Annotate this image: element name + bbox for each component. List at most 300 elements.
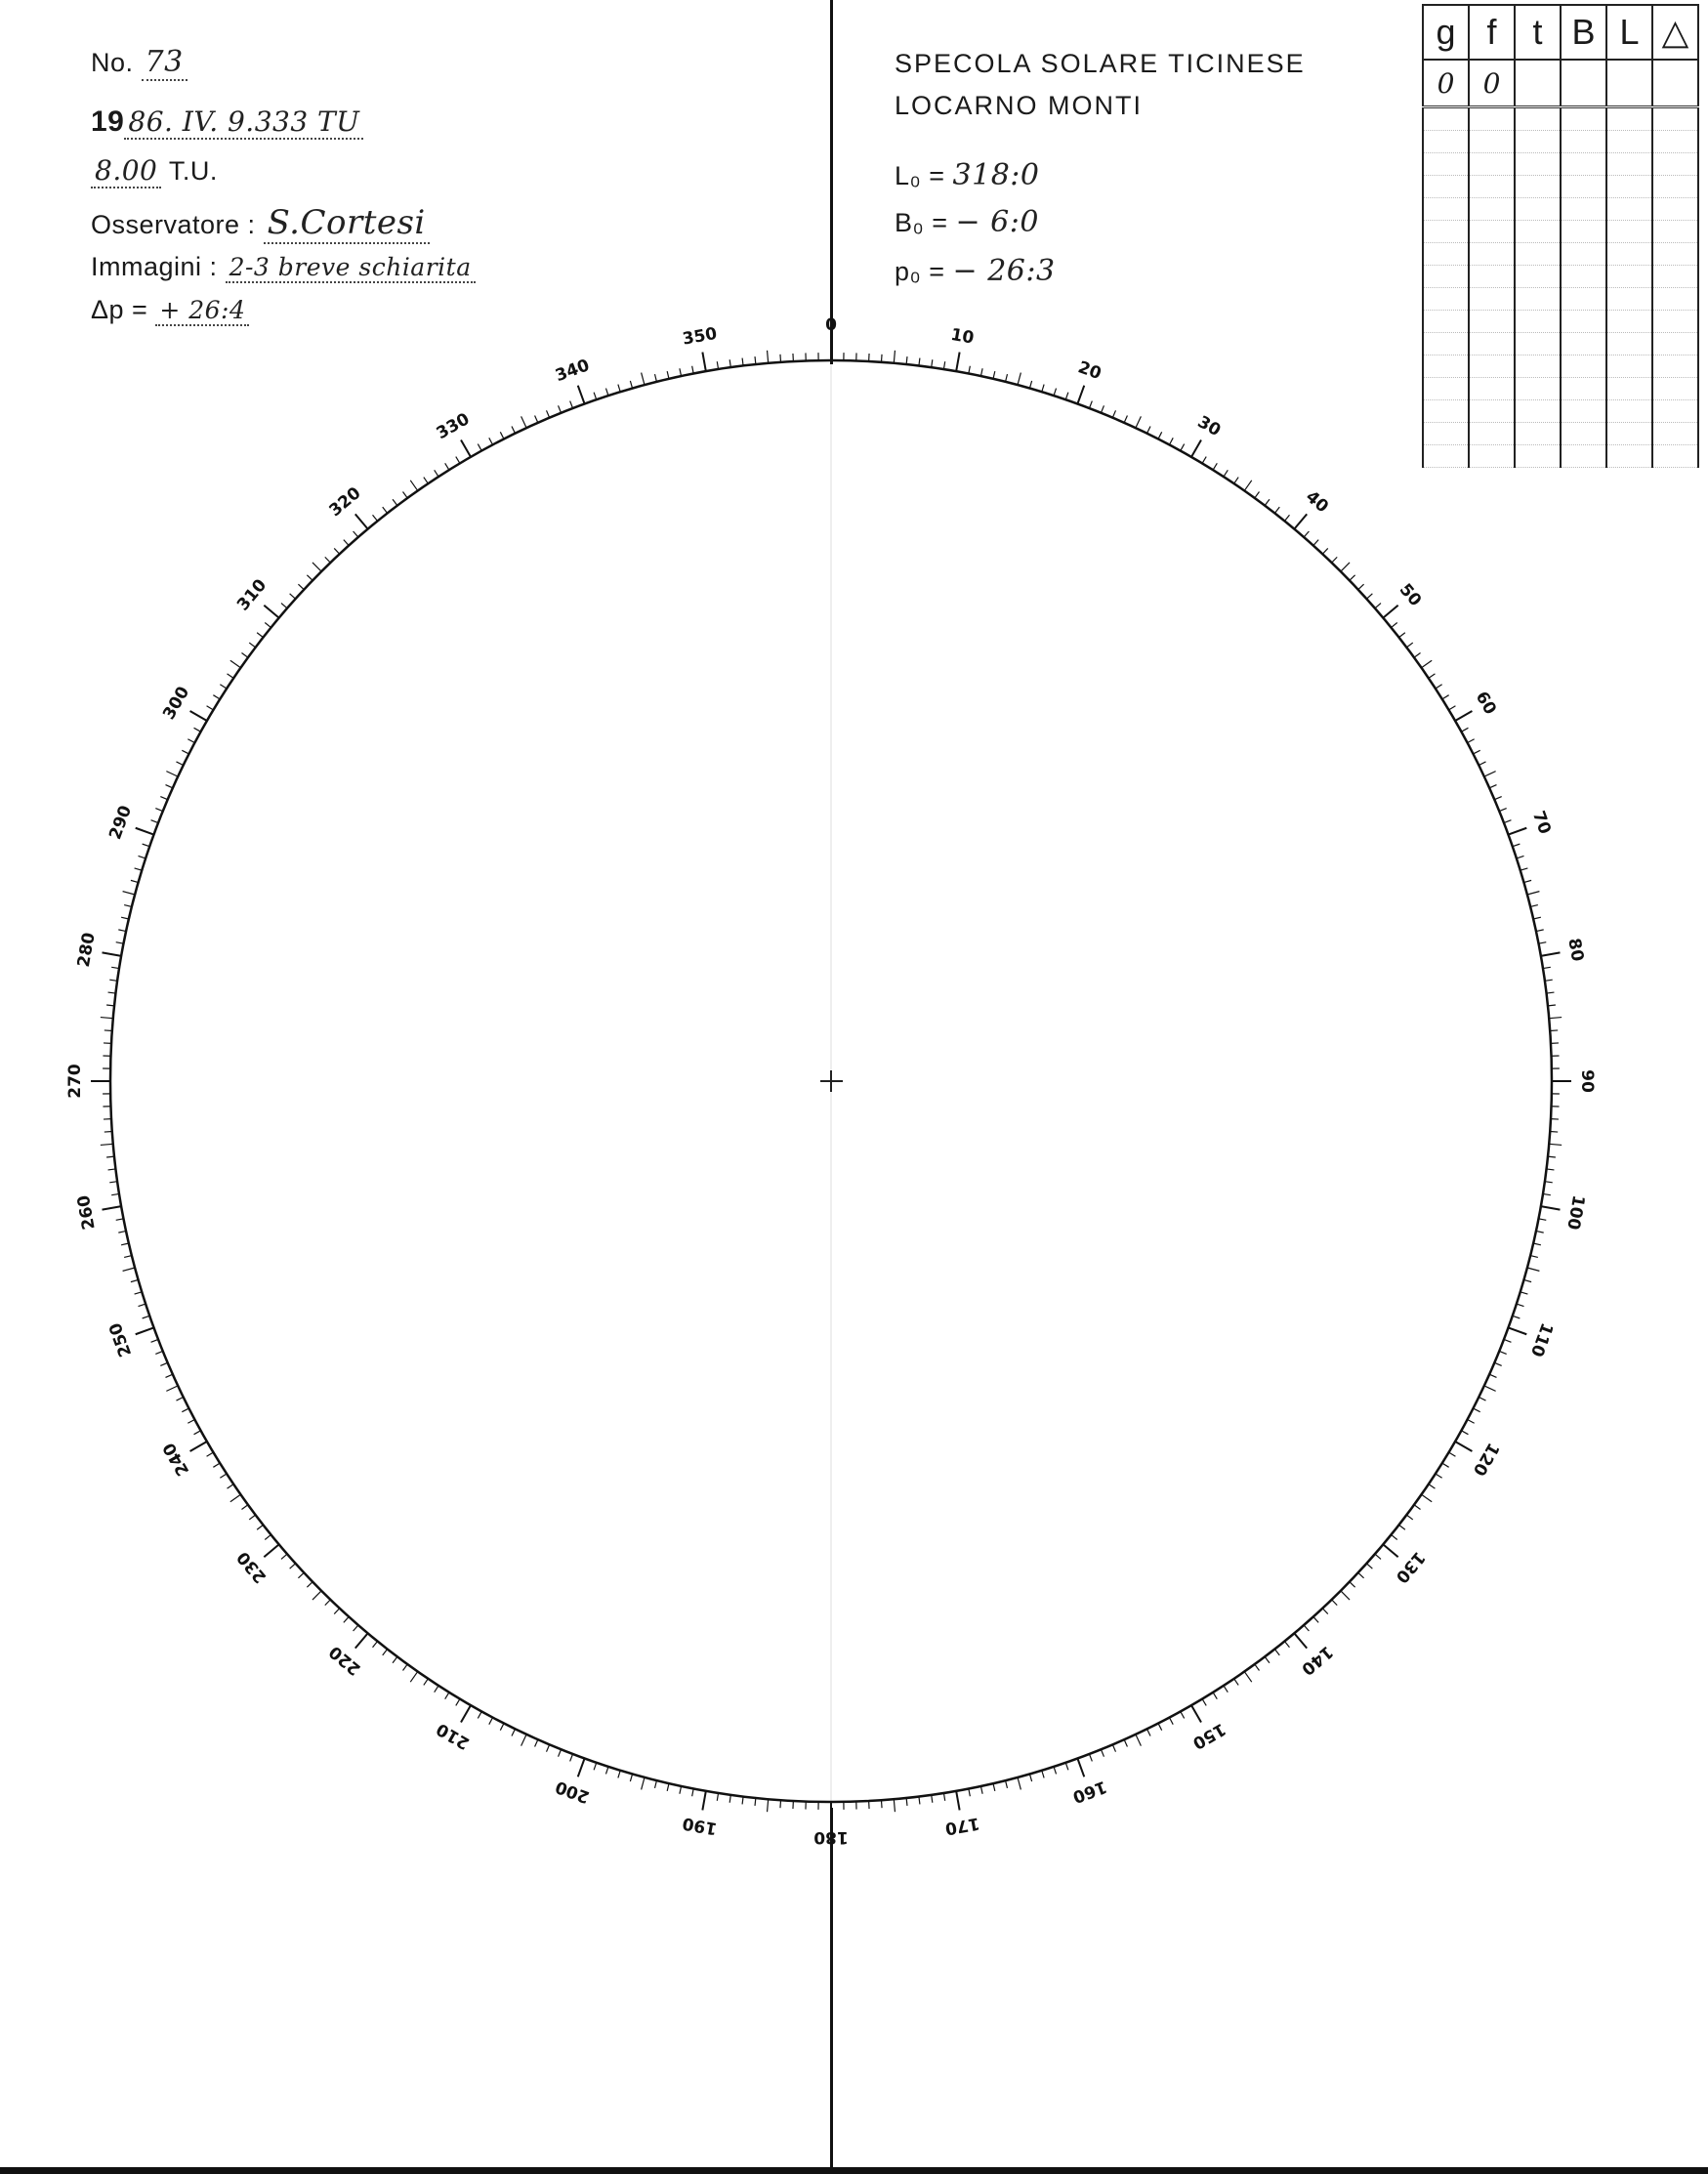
degree-tick <box>1358 1572 1364 1577</box>
degree-tick <box>578 1758 585 1777</box>
degree-tick <box>355 1633 368 1648</box>
p0-value: − 26:3 <box>952 254 1056 288</box>
degree-tick <box>1533 1243 1541 1245</box>
degree-tick <box>307 1582 312 1588</box>
degree-tick <box>692 366 694 374</box>
number-value: 73 <box>142 45 187 81</box>
degree-tick <box>1548 1005 1556 1006</box>
degree-tick <box>692 1788 694 1796</box>
degree-label: 340 <box>553 355 593 387</box>
degree-tick <box>1461 1431 1468 1435</box>
degree-tick <box>1274 1650 1279 1655</box>
degree-tick <box>344 540 349 546</box>
degree-tick <box>393 499 397 505</box>
degree-tick <box>594 1763 597 1771</box>
degree-tick <box>1018 373 1021 386</box>
degree-tick <box>1213 463 1217 470</box>
degree-tick <box>344 1616 349 1622</box>
degree-tick <box>521 416 526 428</box>
degree-tick <box>1265 1656 1270 1662</box>
degree-tick <box>1101 1749 1104 1756</box>
l0-label: L₀ = <box>895 161 945 190</box>
degree-tick <box>1504 1339 1511 1342</box>
degree-tick <box>1234 1679 1238 1686</box>
degree-tick <box>1392 623 1397 628</box>
degree-tick <box>207 1452 214 1456</box>
degree-tick <box>1461 728 1468 732</box>
degree-tick <box>182 1408 188 1412</box>
degree-tick <box>1322 1609 1327 1614</box>
degree-label: 140 <box>1297 1641 1337 1679</box>
degree-tick <box>755 1798 756 1806</box>
degree-tick <box>121 917 129 919</box>
degree-label: 110 <box>1525 1319 1557 1359</box>
degree-tick <box>1449 706 1456 710</box>
degree-tick <box>104 1131 112 1132</box>
degree-tick <box>373 515 378 521</box>
degree-tick <box>642 373 645 386</box>
degree-tick <box>1124 1739 1127 1746</box>
degree-tick <box>1521 868 1528 870</box>
degree-tick <box>1213 1693 1217 1699</box>
degree-tick <box>1065 1763 1068 1771</box>
degree-tick <box>228 674 234 678</box>
degree-tick <box>257 633 263 638</box>
col-b-header: B <box>1561 5 1606 60</box>
degree-label: 330 <box>433 409 474 444</box>
degree-tick <box>1504 820 1511 823</box>
degree-tick <box>1533 917 1541 919</box>
degree-tick <box>1158 432 1162 439</box>
degree-tick <box>1523 1279 1531 1281</box>
degree-tick <box>1474 750 1480 754</box>
degree-tick <box>630 1774 632 1781</box>
degree-tick <box>1147 1729 1151 1735</box>
observer-value: S.Cortesi <box>264 203 430 244</box>
degree-tick <box>103 952 122 955</box>
degree-tick <box>151 1339 158 1342</box>
degree-tick <box>1101 405 1104 412</box>
degree-tick <box>1442 695 1449 699</box>
degree-tick <box>111 1193 119 1194</box>
images-label: Immagini : <box>91 252 218 281</box>
degree-label: 250 <box>105 1319 137 1359</box>
degree-label: 190 <box>681 1813 719 1839</box>
degree-tick <box>143 844 150 847</box>
degree-tick <box>1234 478 1238 484</box>
degree-tick <box>281 1554 287 1559</box>
degree-tick <box>109 1182 117 1183</box>
degree-tick <box>1422 1494 1433 1501</box>
degree-tick <box>1375 604 1381 608</box>
degree-tick <box>1124 415 1127 422</box>
degree-tick <box>139 1304 146 1306</box>
degree-tick <box>136 828 154 835</box>
degree-tick <box>680 368 682 376</box>
degree-tick <box>160 797 167 800</box>
degree-tick <box>1322 548 1327 554</box>
degree-tick <box>1545 980 1553 981</box>
degree-tick <box>312 1591 321 1600</box>
degree-tick <box>1202 457 1206 464</box>
degree-label: 290 <box>105 803 137 843</box>
degree-tick <box>1392 1534 1397 1539</box>
degree-tick <box>109 980 117 981</box>
degree-tick <box>667 1783 669 1791</box>
degree-tick <box>1383 606 1397 618</box>
degree-tick <box>655 1780 657 1788</box>
degree-tick <box>993 1783 995 1791</box>
degree-tick <box>1399 1525 1405 1529</box>
degree-tick <box>106 1156 114 1157</box>
degree-tick <box>424 1679 428 1686</box>
degree-tick <box>881 1800 882 1808</box>
degree-tick <box>1112 410 1115 417</box>
degree-tick <box>780 355 781 362</box>
degree-tick <box>894 351 895 363</box>
date-printed: 19 <box>91 105 125 138</box>
degree-tick <box>1304 1625 1309 1631</box>
degree-tick <box>680 1786 682 1794</box>
degree-label: 160 <box>1069 1776 1109 1807</box>
degree-label: 90 <box>1577 1069 1597 1093</box>
degree-tick <box>500 432 504 439</box>
degree-tick <box>1546 992 1554 993</box>
degree-label: 350 <box>681 323 719 350</box>
degree-tick <box>264 606 278 618</box>
delta-p-label: Δp = <box>91 295 148 324</box>
degree-tick <box>116 942 124 944</box>
degree-tick <box>445 1693 449 1699</box>
degree-tick <box>121 1243 129 1245</box>
degree-tick <box>993 371 995 379</box>
degree-label: 10 <box>949 324 976 349</box>
degree-tick <box>717 1793 718 1801</box>
degree-tick <box>547 1744 550 1751</box>
degree-tick <box>1523 880 1531 882</box>
degree-tick <box>435 1686 438 1693</box>
number-label: No. <box>91 48 134 77</box>
degree-tick <box>512 1729 516 1735</box>
degree-tick <box>1499 809 1506 812</box>
degree-tick <box>1549 1144 1562 1145</box>
degree-tick <box>151 820 158 823</box>
degree-tick <box>1414 1505 1420 1510</box>
degree-tick <box>578 386 585 404</box>
degree-tick <box>1181 1711 1185 1718</box>
degree-tick <box>768 351 769 363</box>
degree-tick <box>1517 856 1524 857</box>
degree-tick <box>1538 942 1546 944</box>
degree-tick <box>1543 1193 1551 1194</box>
degree-tick <box>265 623 271 628</box>
degree-tick <box>1341 1591 1350 1600</box>
degree-tick <box>1136 416 1141 428</box>
degree-tick <box>355 514 368 528</box>
degree-tick <box>190 1442 207 1451</box>
degree-label: 70 <box>1527 808 1555 837</box>
degree-tick <box>230 660 241 667</box>
date-value: 86. IV. 9.333 TU <box>124 105 363 140</box>
delta-p-value: + 26:4 <box>155 296 249 326</box>
degree-tick <box>1546 1169 1554 1170</box>
degree-tick <box>559 1749 562 1756</box>
degree-tick <box>1294 1633 1307 1648</box>
degree-tick <box>1147 426 1151 433</box>
degree-label: 0 <box>825 315 837 335</box>
degree-tick <box>1341 563 1350 571</box>
degree-tick <box>1006 1780 1008 1788</box>
degree-tick <box>118 930 126 932</box>
degree-tick <box>445 463 449 470</box>
degree-tick <box>1508 1327 1526 1334</box>
degree-tick <box>500 1724 504 1731</box>
degree-tick <box>881 355 882 362</box>
degree-tick <box>943 1793 944 1801</box>
degree-tick <box>1006 374 1008 382</box>
degree-tick <box>1202 1699 1206 1706</box>
degree-tick <box>1479 1398 1485 1401</box>
degree-tick <box>1436 1474 1442 1478</box>
degree-label: 30 <box>1193 412 1225 441</box>
degree-tick <box>980 1786 982 1794</box>
degree-tick <box>1538 1219 1546 1221</box>
degree-tick <box>1054 1767 1056 1775</box>
degree-tick <box>1489 785 1496 788</box>
degree-tick <box>290 1564 296 1568</box>
degree-label: 120 <box>1468 1439 1503 1480</box>
degree-tick <box>1455 1442 1472 1451</box>
degree-tick <box>1054 389 1056 397</box>
degree-label: 150 <box>1188 1718 1229 1753</box>
degree-tick <box>220 1474 227 1478</box>
degree-label: 170 <box>943 1813 981 1839</box>
p0-label: p₀ = <box>895 257 945 286</box>
degree-tick <box>383 1650 388 1655</box>
degree-tick <box>131 880 139 882</box>
degree-tick <box>108 992 116 993</box>
degree-tick <box>334 548 339 554</box>
col-l-header: L <box>1606 5 1652 60</box>
degree-tick <box>742 1796 743 1804</box>
degree-tick <box>1442 1463 1449 1467</box>
degree-tick <box>605 389 607 397</box>
degree-tick <box>956 353 959 372</box>
degree-tick <box>435 470 438 477</box>
degree-tick <box>1536 930 1544 932</box>
b0-value: − 6:0 <box>955 205 1039 239</box>
degree-tick <box>768 1799 769 1812</box>
degree-tick <box>1436 685 1442 689</box>
degree-tick <box>1332 1600 1338 1606</box>
degree-tick <box>1494 797 1501 800</box>
degree-tick <box>1366 1564 1372 1568</box>
degree-tick <box>906 356 907 364</box>
degree-tick <box>116 1219 124 1221</box>
degree-tick <box>264 1544 278 1557</box>
degree-tick <box>410 1672 417 1683</box>
degree-tick <box>570 401 573 408</box>
degree-tick <box>1169 438 1173 444</box>
degree-tick <box>894 1799 895 1812</box>
col-t-header: t <box>1515 5 1561 60</box>
degree-tick <box>1508 828 1526 835</box>
degree-tick <box>1530 905 1538 907</box>
institution-name: SPECOLA SOLARE TICINESE <box>895 49 1306 78</box>
degree-tick <box>1255 1664 1260 1670</box>
degree-tick <box>478 444 481 451</box>
degree-tick <box>1224 470 1228 477</box>
degree-tick <box>1536 1231 1544 1233</box>
degree-tick <box>1244 481 1251 491</box>
degree-label: 310 <box>233 575 271 615</box>
degree-tick <box>1255 491 1260 497</box>
degree-label: 240 <box>159 1439 194 1480</box>
degree-tick <box>1517 1304 1524 1306</box>
degree-label: 20 <box>1075 357 1104 385</box>
degree-tick <box>702 1791 705 1811</box>
degree-tick <box>354 1625 358 1631</box>
degree-tick <box>667 371 669 379</box>
degree-tick <box>165 785 172 788</box>
degree-tick <box>1042 385 1044 393</box>
degree-tick <box>605 1767 607 1775</box>
degree-tick <box>1474 1408 1480 1412</box>
degree-tick <box>265 1534 271 1539</box>
degree-tick <box>932 1795 933 1803</box>
degree-tick <box>956 1791 959 1811</box>
degree-label: 220 <box>325 1641 365 1679</box>
degree-tick <box>1284 1642 1289 1648</box>
degree-tick <box>213 695 220 699</box>
degree-tick <box>155 809 162 812</box>
degree-tick <box>1455 711 1472 721</box>
degree-tick <box>123 892 136 895</box>
degree-tick <box>124 905 132 907</box>
degree-tick <box>1350 575 1355 581</box>
degree-tick <box>325 557 331 563</box>
degree-tick <box>393 1656 397 1662</box>
degree-tick <box>1527 1268 1540 1271</box>
degree-tick <box>194 1431 201 1435</box>
degree-tick <box>594 393 597 400</box>
degree-tick <box>729 359 730 367</box>
degree-tick <box>1429 674 1436 678</box>
degree-tick <box>373 1642 378 1648</box>
degree-tick <box>1513 1316 1521 1318</box>
degree-tick <box>1513 844 1521 847</box>
degree-tick <box>1449 1452 1456 1456</box>
degree-tick <box>410 481 417 491</box>
degree-tick <box>1181 444 1185 451</box>
f-value: 0 <box>1469 60 1515 107</box>
degree-tick <box>1484 1386 1496 1391</box>
degree-tick <box>1191 440 1201 457</box>
degree-label: 130 <box>1391 1547 1429 1587</box>
degree-tick <box>220 685 227 689</box>
degree-tick <box>906 1798 907 1806</box>
degree-tick <box>1294 514 1307 528</box>
degree-tick <box>521 1735 526 1746</box>
degree-tick <box>1527 892 1540 895</box>
degree-tick <box>290 594 296 599</box>
degree-tick <box>932 359 933 367</box>
degree-label: 80 <box>1563 937 1588 963</box>
degree-tick <box>535 415 538 422</box>
images-value: 2-3 breve schiarita <box>226 253 476 283</box>
b0-label: B₀ = <box>895 208 948 237</box>
degree-tick <box>1549 1018 1562 1019</box>
degree-tick <box>1274 507 1279 513</box>
degree-tick <box>1545 1182 1553 1183</box>
degree-tick <box>230 1494 241 1501</box>
degree-tick <box>943 361 944 369</box>
institution-location: LOCARNO MONTI <box>895 91 1144 120</box>
degree-tick <box>190 711 207 721</box>
degree-tick <box>298 584 304 589</box>
degree-tick <box>729 1795 730 1803</box>
degree-tick <box>512 426 516 433</box>
degree-label: 180 <box>813 1827 849 1847</box>
degree-tick <box>1521 1292 1528 1294</box>
time-value: 8.00 <box>91 154 161 188</box>
degree-tick <box>176 1398 183 1401</box>
degree-tick <box>1499 1351 1506 1354</box>
degree-label: 260 <box>73 1193 100 1232</box>
degree-tick <box>1406 1515 1412 1520</box>
degree-tick <box>241 653 247 658</box>
degree-tick <box>717 361 718 369</box>
degree-tick <box>478 1711 481 1718</box>
degree-tick <box>1313 1616 1318 1622</box>
degree-tick <box>1136 1735 1141 1746</box>
degree-tick <box>919 1796 920 1804</box>
degree-label: 230 <box>233 1547 271 1587</box>
col-f-header: f <box>1469 5 1515 60</box>
degree-label: 270 <box>65 1064 85 1099</box>
degree-tick <box>104 1030 112 1031</box>
degree-tick <box>1422 660 1433 667</box>
degree-tick <box>176 762 183 766</box>
degree-tick <box>461 1705 471 1722</box>
degree-tick <box>1530 1256 1538 1258</box>
degree-tick <box>1112 1744 1115 1751</box>
degree-tick <box>213 1463 220 1467</box>
degree-tick <box>136 1327 154 1334</box>
degree-tick <box>207 706 214 710</box>
degree-tick <box>980 368 982 376</box>
degree-tick <box>1191 1705 1201 1722</box>
degree-tick <box>334 1609 339 1614</box>
degree-tick <box>281 604 287 608</box>
degree-tick <box>354 531 358 537</box>
degree-tick <box>1541 952 1561 955</box>
degree-label: 40 <box>1302 486 1333 518</box>
degree-tick <box>1358 584 1364 589</box>
degree-tick <box>1313 540 1318 546</box>
degree-tick <box>1484 772 1496 776</box>
degree-tick <box>1265 499 1270 505</box>
degree-tick <box>312 563 321 571</box>
degree-tick <box>489 438 493 444</box>
degree-tick <box>1042 1771 1044 1778</box>
degree-tick <box>1284 515 1289 521</box>
degree-tick <box>1350 1582 1355 1588</box>
degree-tick <box>111 967 119 968</box>
degree-tick <box>1304 531 1309 537</box>
degree-tick <box>630 381 632 389</box>
degree-tick <box>489 1718 493 1725</box>
